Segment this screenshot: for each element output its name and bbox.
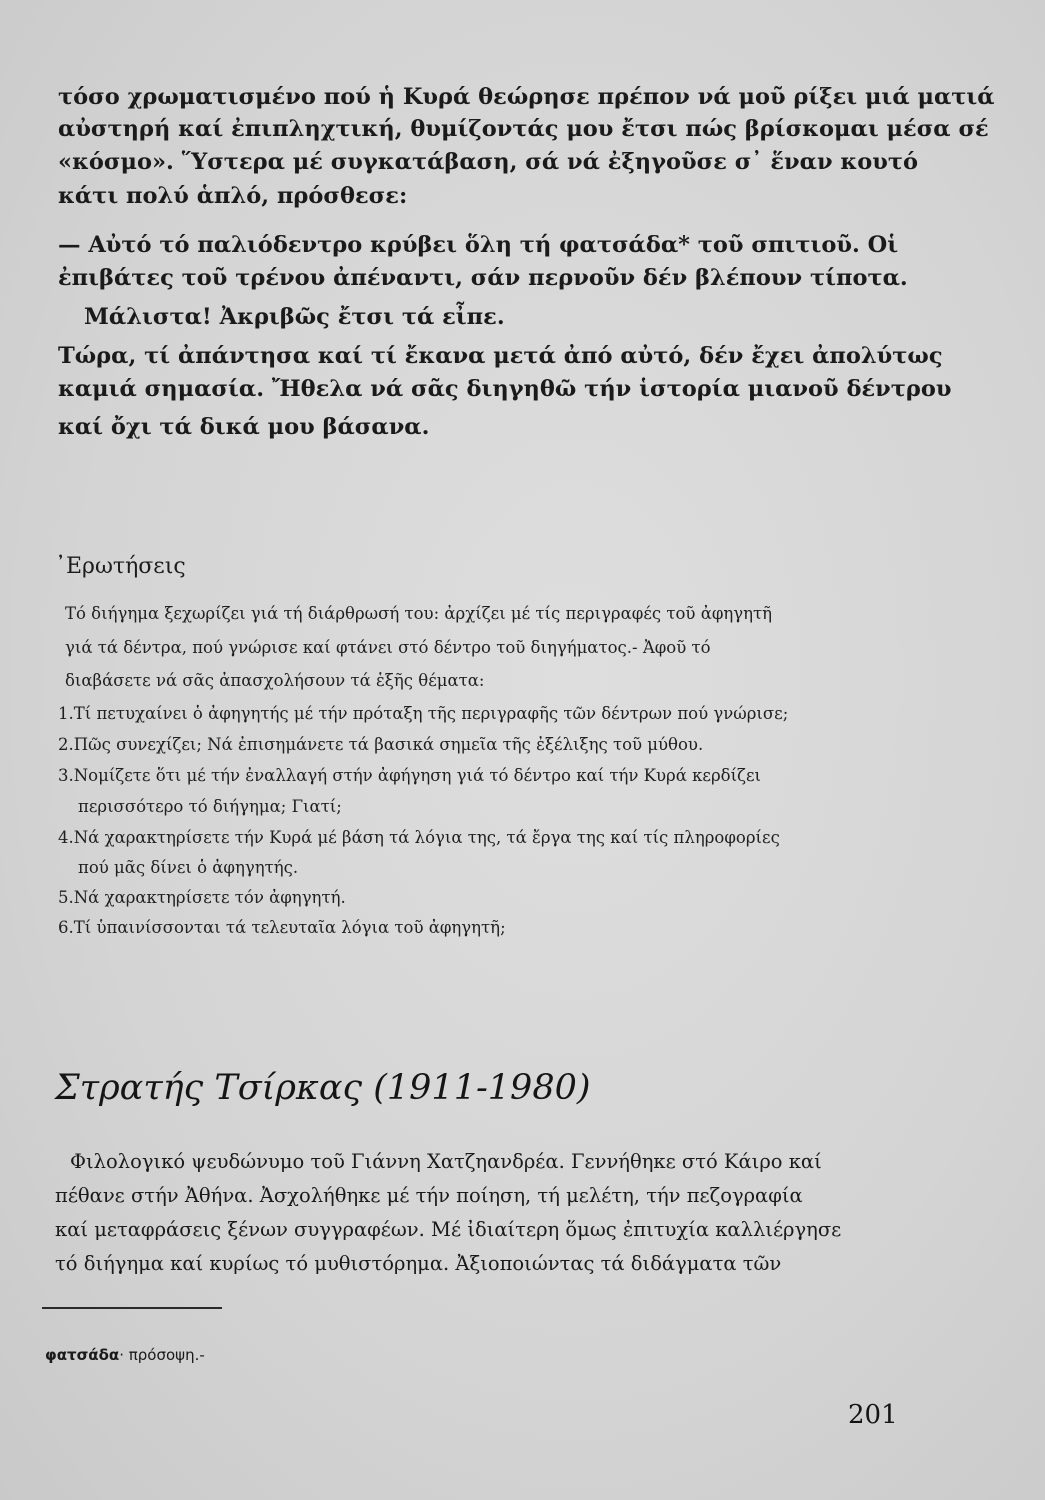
author-heading: Στρατής Τσίρκας (1911-1980) — [55, 1068, 591, 1108]
bio-line: καί μεταφράσεις ξένων συγγραφέων. Μέ ἰδιαίτερη ὅμως ἐπιτυχία καλλιέργησε — [55, 1218, 842, 1241]
question-line: 3.Νομίζετε ὅτι μέ τήν ἐναλλαγή στήν ἀφήγηση γιά τό δέντρο καί τήν Κυρά κερδίζει — [58, 766, 762, 785]
question-line: περισσότερο τό διήγημα; Γιατί; — [78, 797, 342, 816]
bio-line: πέθανε στήν Ἀθήνα. Ἀσχολήθηκε μέ τήν ποίηση, τή μελέτη, τήν πεζογραφία — [55, 1184, 803, 1207]
story-line: Μάλιστα! Ἀκριβῶς ἔτσι τά εἶπε. — [84, 304, 505, 330]
question-line: 5.Νά χαρακτηρίσετε τόν ἀφηγητή. — [58, 888, 346, 907]
story-line: αὐστηρή καί ἐπιπληχτική, θυμίζοντάς μου ἔτσι πώς βρίσκομαι μέσα σέ — [58, 116, 989, 142]
question-line: γιά τά δέντρα, πού γνώρισε καί φτάνει στό δέντρο τοῦ διηγήματος.- Ἀφοῦ τό — [65, 638, 711, 657]
bio-line: Φιλολογικό ψευδώνυμο τοῦ Γιάννη Χατζηανδρέα. Γεννήθηκε στό Κάιρο καί — [70, 1150, 822, 1173]
question-line: 2.Πῶς συνεχίζει; Νά ἐπισημάνετε τά βασικά σημεῖα τῆς ἐξέλιξης τοῦ μύθου. — [58, 735, 704, 754]
footnote-term: φατσάδα — [45, 1346, 120, 1364]
questions-heading: ᾿Ερωτήσεις — [55, 554, 186, 579]
question-line: διαβάσετε νά σᾶς ἀπασχολήσουν τά ἑξῆς θέματα: — [65, 671, 485, 690]
story-line: — Αὐτό τό παλιόδεντρο κρύβει ὅλη τή φατσάδα* τοῦ σπιτιοῦ. Οἱ — [58, 232, 899, 258]
footnote — [45, 1346, 205, 1364]
story-line: καί ὄχι τά δικά μου βάσανα. — [58, 414, 430, 440]
footnote-definition: · πρόσοψη.- — [119, 1346, 205, 1364]
story-line: τόσο χρωματισμένο πού ἡ Κυρά θεώρησε πρέπον νά μοῦ ρίξει μιά ματιά — [58, 84, 995, 110]
bio-line: τό διήγημα καί κυρίως τό μυθιστόρημα. Ἀξιοποιώντας τά διδάγματα τῶν — [55, 1252, 782, 1275]
story-line: Τώρα, τί ἀπάντησα καί τί ἔκανα μετά ἀπό αὐτό, δέν ἔχει ἀπολύτως — [58, 343, 943, 369]
question-line: 4.Νά χαρακτηρίσετε τήν Κυρά μέ βάση τά λόγια της, τά ἔργα της καί τίς πληροφορίες — [58, 828, 780, 847]
story-line: κάτι πολύ ἁπλό, πρόσθεσε: — [58, 183, 408, 209]
story-line: καμιά σημασία. Ἤθελα νά σᾶς διηγηθῶ τήν ἱστορία μιανοῦ δέντρου — [58, 376, 952, 402]
footnote-rule — [42, 1307, 222, 1309]
question-line: 1.Τί πετυχαίνει ὁ ἀφηγητής μέ τήν πρόταξη τῆς περιγραφῆς τῶν δέντρων πού γνώρισε; — [58, 704, 789, 723]
question-line: Τό διήγημα ξεχωρίζει γιά τή διάρθρωσή του: ἀρχίζει μέ τίς περιγραφές τοῦ ἀφηγητῆ — [65, 604, 773, 623]
question-line: πού μᾶς δίνει ὁ ἀφηγητής. — [78, 858, 299, 877]
story-line: «κόσμο». Ὕστερα μέ συγκατάβαση, σά νά ἐξηγοῦσε σ᾿ ἕναν κουτό — [58, 149, 919, 175]
page-number: 201 — [848, 1400, 898, 1430]
story-line: ἐπιβάτες τοῦ τρένου ἀπέναντι, σάν περνοῦν δέν βλέπουν τίποτα. — [58, 265, 908, 291]
question-line: 6.Τί ὑπαινίσσονται τά τελευταῖα λόγια τοῦ ἀφηγητῆ; — [58, 918, 506, 937]
